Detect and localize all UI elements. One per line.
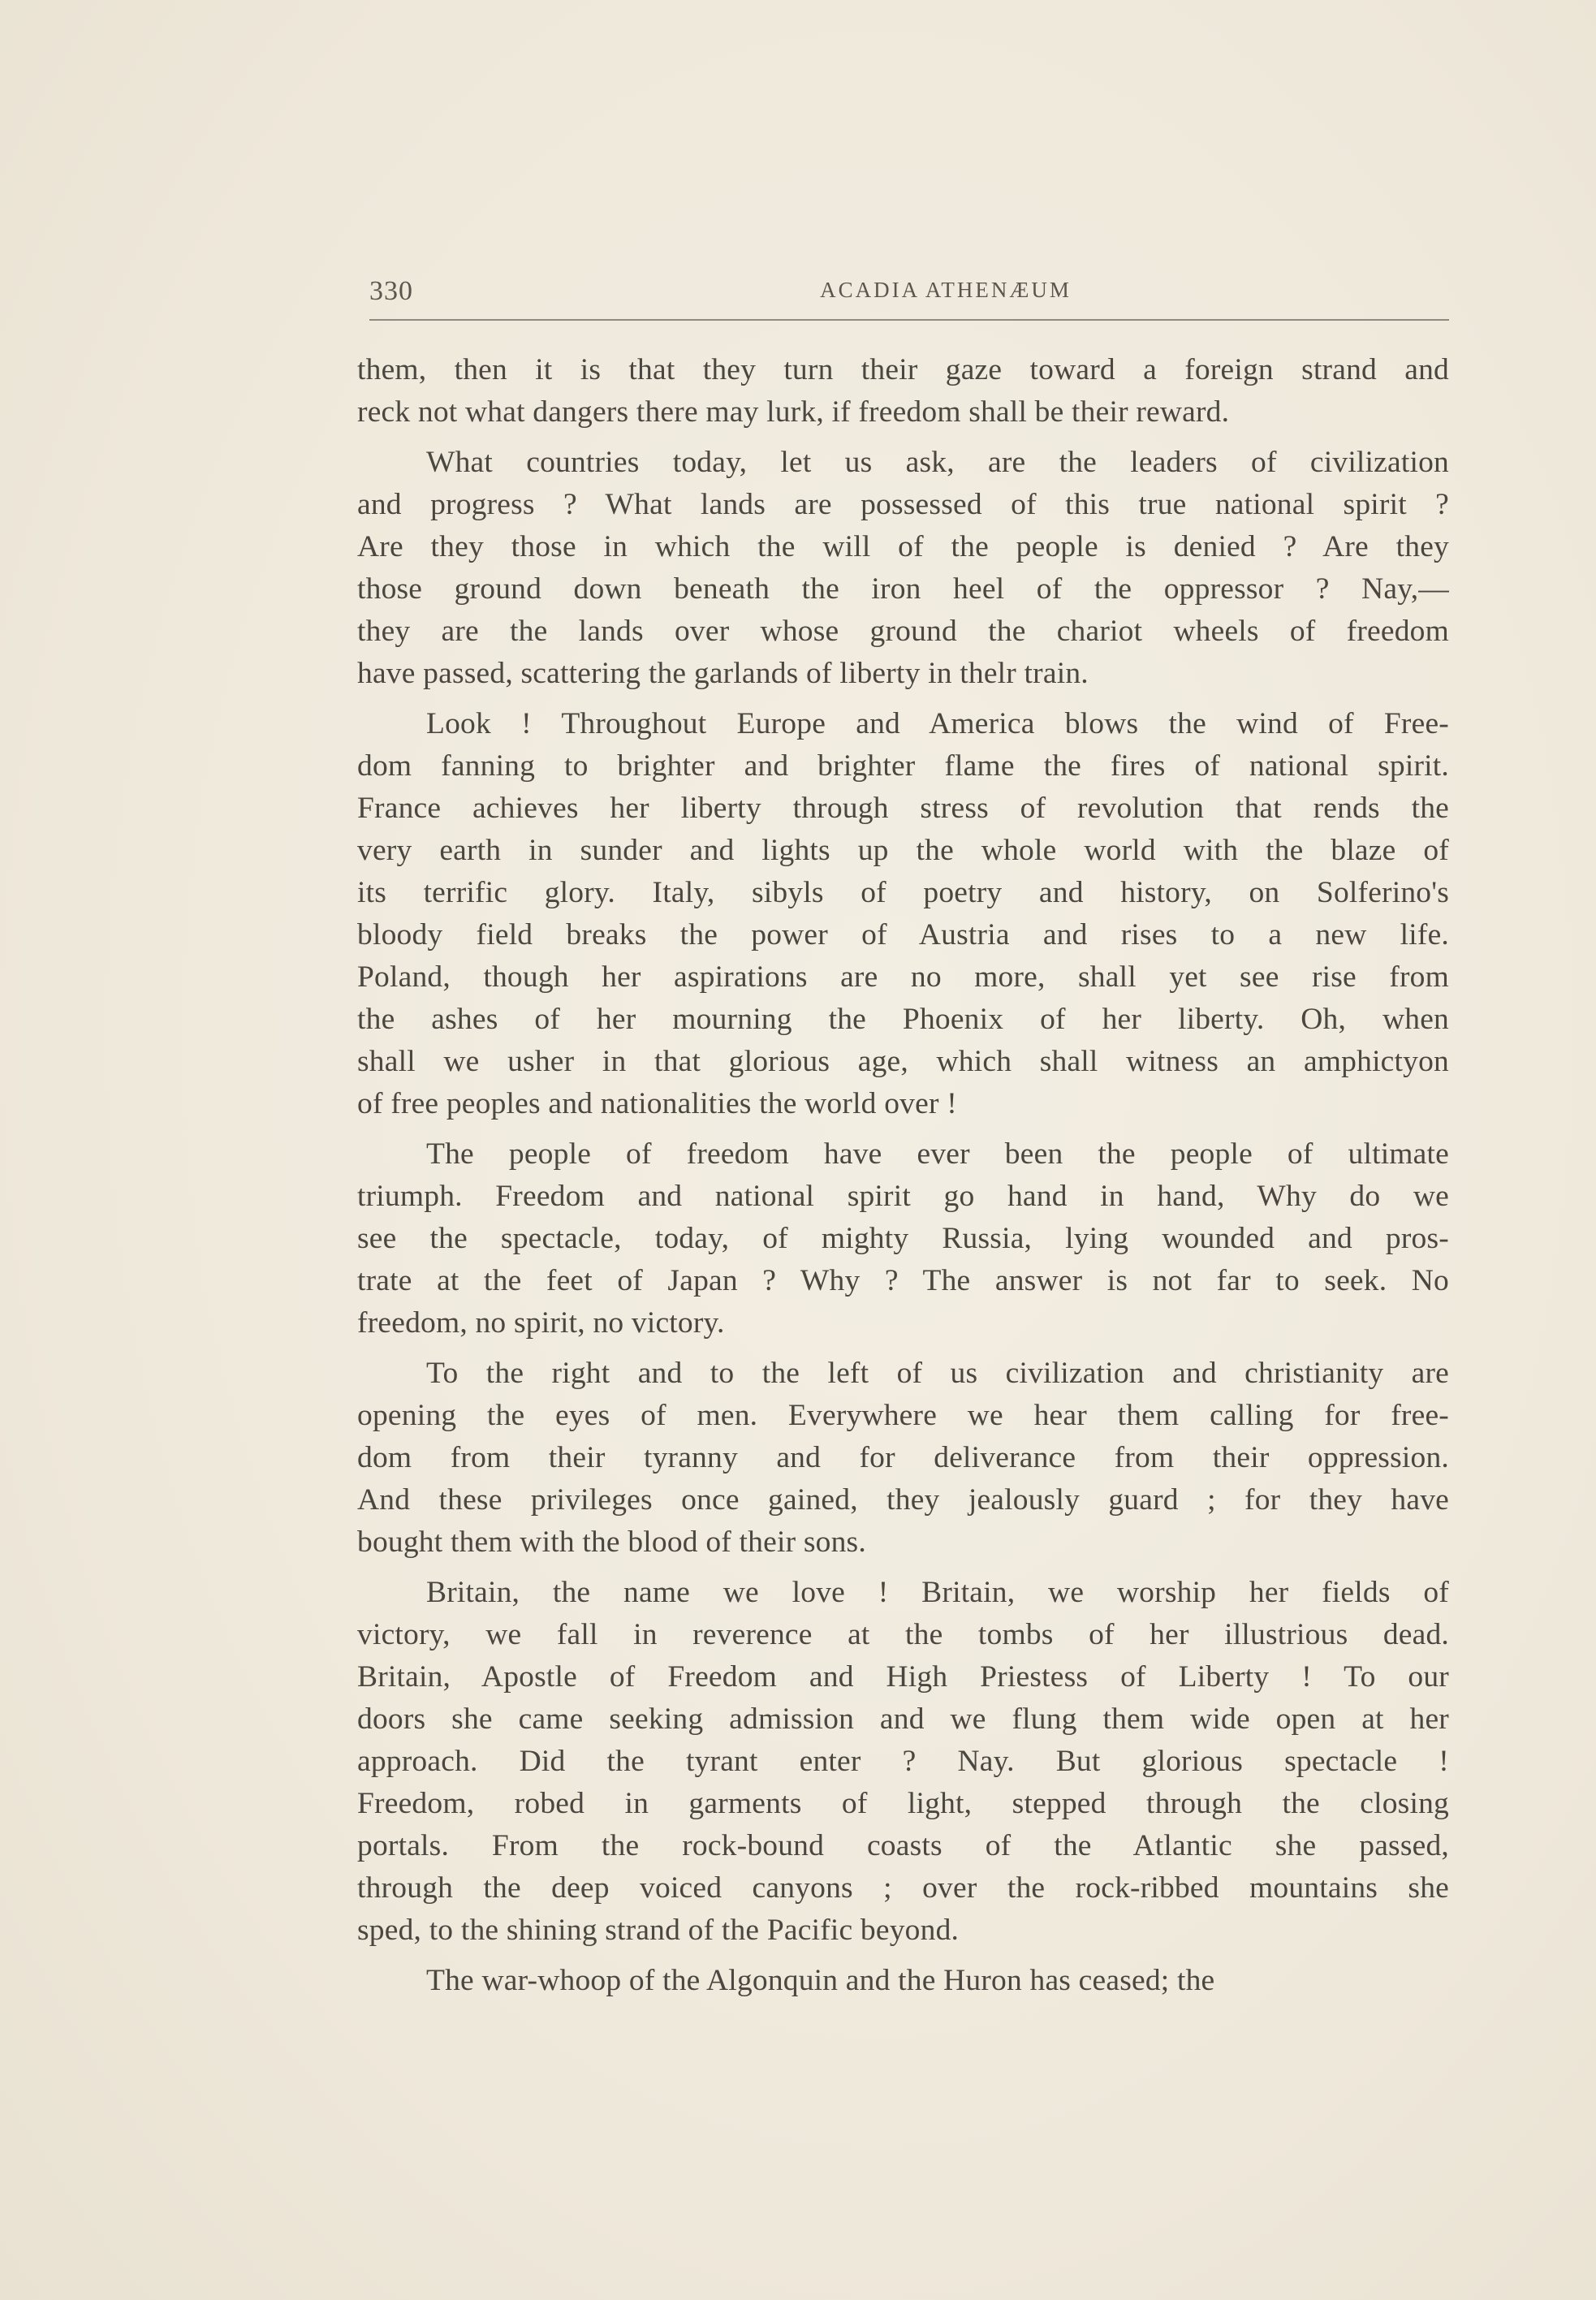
- text-line: The war-whoop of the Algonquin and the Huron has ceased; the: [426, 1964, 1215, 1997]
- text-line: dom from their tyranny and for deliverance from their oppression.: [357, 1441, 1449, 1474]
- text-line: they are the lands over whose ground the chariot wheels of freedom: [357, 615, 1449, 648]
- text-line: reck not what dangers there may lurk, if freedom shall be their reward.: [357, 395, 1230, 429]
- text-line: shall we usher in that glorious age, which shall witness an amphictyon: [357, 1045, 1449, 1078]
- text-line: portals. From the rock-bound coasts of the Atlantic she passed,: [357, 1829, 1449, 1862]
- text-line: Britain, the name we love ! Britain, we worship her fields of: [426, 1576, 1449, 1609]
- paragraph: [357, 1353, 1449, 1564]
- text-line: Freedom, robed in garments of light, stepped through the closing: [357, 1787, 1449, 1820]
- paragraph: [357, 349, 1449, 434]
- text-line: see the spectacle, today, of mighty Russia, lying wounded and pros-: [357, 1222, 1449, 1255]
- text-line: Britain, Apostle of Freedom and High Priestess of Liberty ! To our: [357, 1660, 1449, 1694]
- text-line: The people of freedom have ever been the people of ultimate: [426, 1137, 1449, 1171]
- text-line: Are they those in which the will of the people is denied ? Are they: [357, 530, 1449, 563]
- text-line: doors she came seeking admission and we flung them wide open at her: [357, 1702, 1449, 1736]
- text-line: through the deep voiced canyons ; over the rock-ribbed mountains she: [357, 1871, 1449, 1905]
- text-line: bloody field breaks the power of Austria and rises to a new life.: [357, 918, 1449, 952]
- text-line: Look ! Throughout Europe and America blows the wind of Free-: [426, 707, 1449, 740]
- text-line: trate at the feet of Japan ? Why ? The answer is not far to seek. No: [357, 1264, 1449, 1297]
- paragraph: [357, 1133, 1449, 1344]
- text-line: very earth in sunder and lights up the whole world with the blaze of: [357, 834, 1449, 867]
- text-line: its terrific glory. Italy, sibyls of poetry and history, on Solferino's: [357, 876, 1449, 909]
- text-line: them, then it is that they turn their gaze toward a foreign strand and: [357, 353, 1449, 386]
- text-line: dom fanning to brighter and brighter flame the fires of national spirit.: [357, 749, 1449, 783]
- text-line: France achieves her liberty through stress of revolution that rends the: [357, 792, 1449, 825]
- text-line: the ashes of her mourning the Phoenix of her liberty. Oh, when: [357, 1003, 1449, 1036]
- paragraph: [357, 1572, 1449, 1952]
- text-line: of free peoples and nationalities the world over !: [357, 1087, 957, 1120]
- header-rule: [369, 319, 1449, 321]
- page-header: [369, 276, 1449, 318]
- text-line: victory, we fall in reverence at the tombs of her illustrious dead.: [357, 1618, 1449, 1651]
- text-line: and progress ? What lands are possessed of this true national spirit ?: [357, 488, 1449, 521]
- text-line: freedom, no spirit, no victory.: [357, 1306, 725, 1340]
- text-line: What countries today, let us ask, are the leaders of civilization: [426, 446, 1449, 479]
- text-line: opening the eyes of men. Everywhere we hear them calling for free-: [357, 1399, 1449, 1432]
- paragraph: [357, 1960, 1449, 2002]
- text-line: Poland, though her aspirations are no more, shall yet see rise from: [357, 960, 1449, 994]
- paragraph: [357, 442, 1449, 695]
- text-line: To the right and to the left of us civilization and christianity are: [426, 1357, 1449, 1390]
- text-line: those ground down beneath the iron heel of the oppressor ? Nay,—: [357, 572, 1449, 606]
- text-line: And these privileges once gained, they jealously guard ; for they have: [357, 1483, 1449, 1517]
- text-line: bought them with the blood of their sons.: [357, 1525, 866, 1559]
- text-line: approach. Did the tyrant enter ? Nay. But glorious spectacle !: [357, 1745, 1449, 1778]
- body-text: [357, 349, 1449, 2010]
- running-title: ACADIA ATHENÆUM: [820, 278, 1072, 302]
- text-line: sped, to the shining strand of the Pacific beyond.: [357, 1914, 960, 1947]
- text-line: triumph. Freedom and national spirit go hand in hand, Why do we: [357, 1180, 1449, 1213]
- page-number: 330: [369, 276, 413, 306]
- text-line: have passed, scattering the garlands of liberty in thelr train.: [357, 657, 1089, 690]
- paragraph: [357, 703, 1449, 1125]
